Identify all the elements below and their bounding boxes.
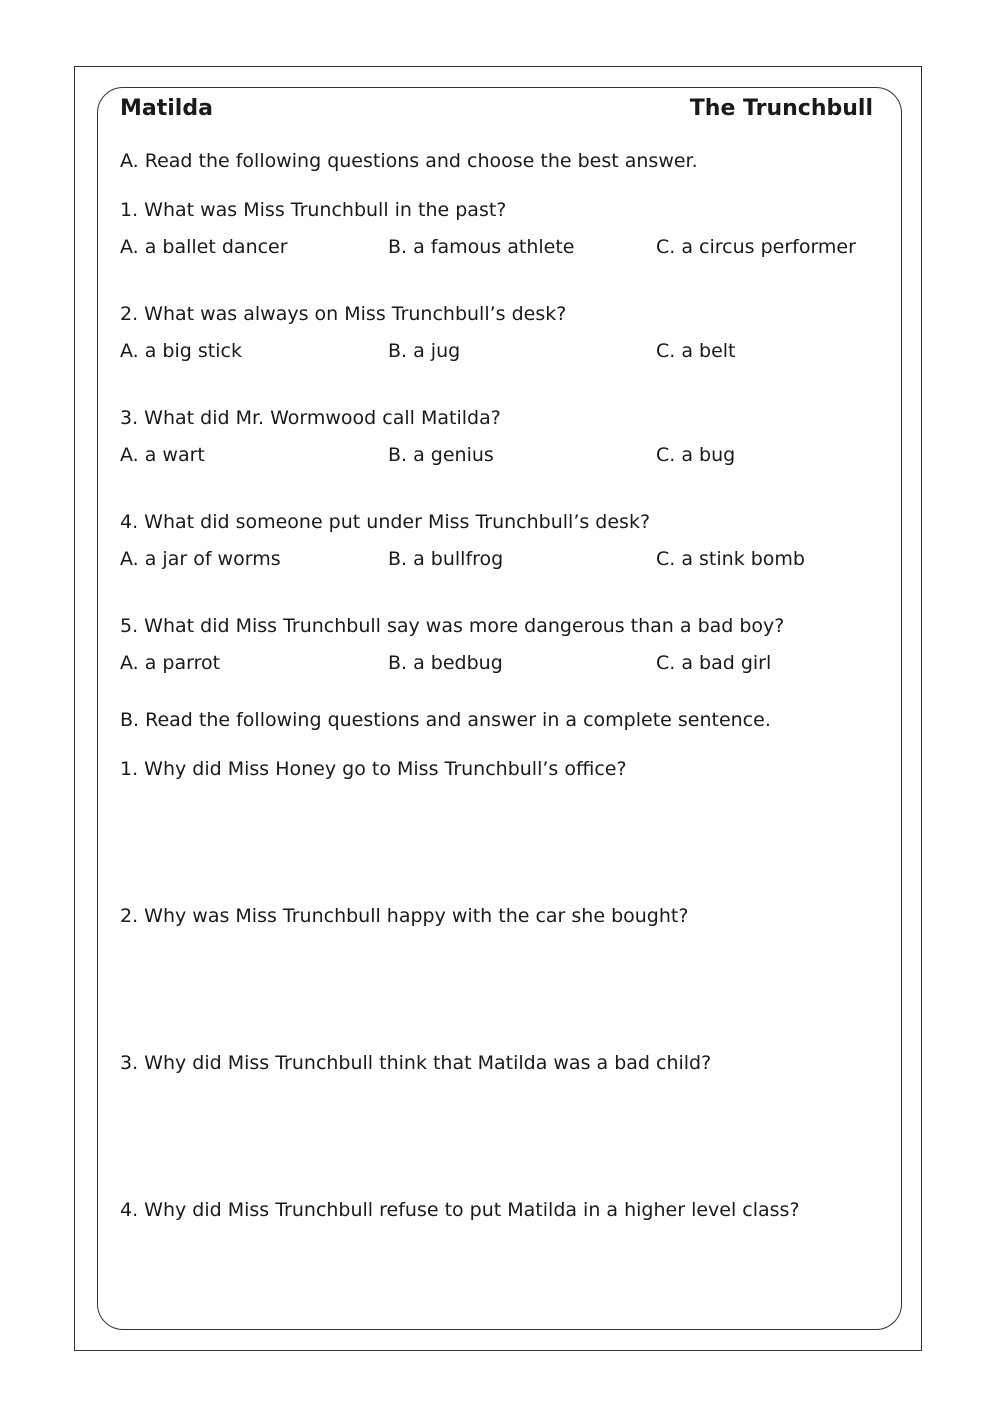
mc-question-1: 1. What was Miss Trunchbull in the past?	[120, 199, 507, 221]
mc-question-3-option-b[interactable]: B. a genius	[388, 444, 494, 466]
mc-question-2: 2. What was always on Miss Trunchbull’s desk?	[120, 303, 567, 325]
mc-question-4-option-a[interactable]: A. a jar of worms	[120, 548, 281, 570]
mc-question-3-option-c[interactable]: C. a bug	[656, 444, 736, 466]
mc-question-2-option-b[interactable]: B. a jug	[388, 340, 461, 362]
worksheet-title: Matilda	[120, 96, 213, 121]
mc-question-5-option-b[interactable]: B. a bedbug	[388, 652, 503, 674]
open-question-4: 4. Why did Miss Trunchbull refuse to put Matilda in a higher level class?	[120, 1199, 800, 1221]
mc-question-1-option-b[interactable]: B. a famous athlete	[388, 236, 575, 258]
mc-question-5: 5. What did Miss Trunchbull say was more dangerous than a bad boy?	[120, 615, 785, 637]
mc-question-5-option-c[interactable]: C. a bad girl	[656, 652, 772, 674]
section-b-instruction: B. Read the following questions and answer in a complete sentence.	[120, 709, 771, 731]
chapter-title: The Trunchbull	[689, 96, 873, 121]
open-question-3: 3. Why did Miss Trunchbull think that Matilda was a bad child?	[120, 1052, 712, 1074]
mc-question-4-option-b[interactable]: B. a bullfrog	[388, 548, 504, 570]
mc-question-1-option-a[interactable]: A. a ballet dancer	[120, 236, 288, 258]
mc-question-2-option-c[interactable]: C. a belt	[656, 340, 736, 362]
mc-question-5-option-a[interactable]: A. a parrot	[120, 652, 221, 674]
mc-question-3-option-a[interactable]: A. a wart	[120, 444, 205, 466]
mc-question-3: 3. What did Mr. Wormwood call Matilda?	[120, 407, 501, 429]
mc-question-2-option-a[interactable]: A. a big stick	[120, 340, 242, 362]
section-a-instruction: A. Read the following questions and choose the best answer.	[120, 150, 698, 172]
mc-question-4-option-c[interactable]: C. a stink bomb	[656, 548, 805, 570]
open-question-2: 2. Why was Miss Trunchbull happy with the car she bought?	[120, 905, 689, 927]
mc-question-1-option-c[interactable]: C. a circus performer	[656, 236, 856, 258]
open-question-1: 1. Why did Miss Honey go to Miss Trunchbull’s office?	[120, 758, 627, 780]
mc-question-4: 4. What did someone put under Miss Trunchbull’s desk?	[120, 511, 651, 533]
